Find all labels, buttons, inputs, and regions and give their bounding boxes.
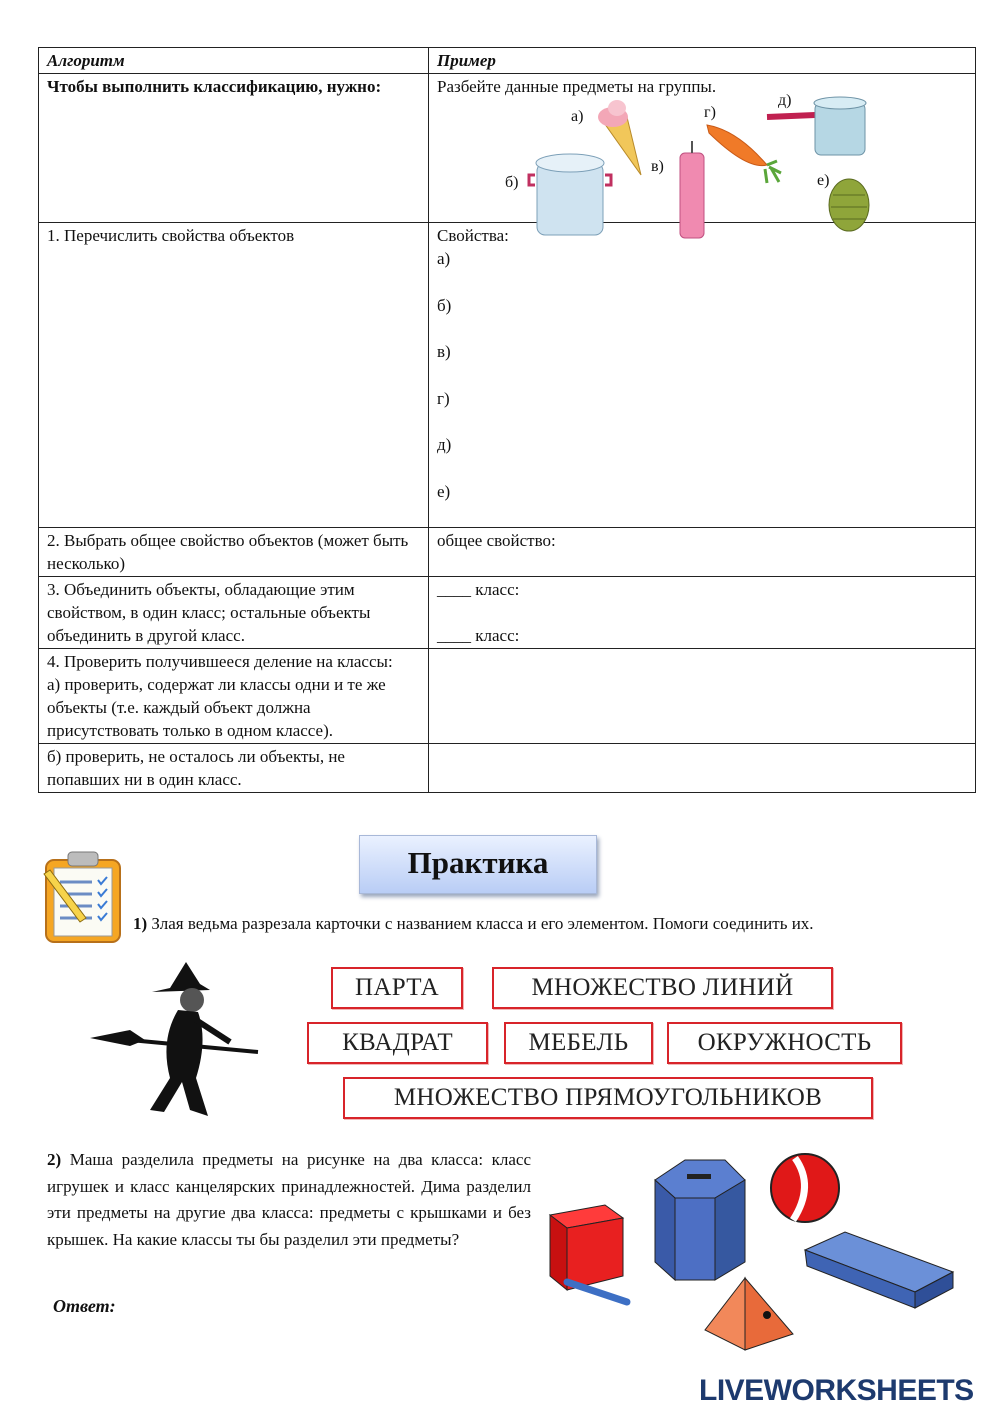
objects-task2 — [545, 1150, 965, 1360]
practice-banner: Практика — [359, 835, 597, 894]
row1-right — [429, 223, 976, 528]
row2-left: 2. Выбрать общее свойство объектов (может быть несколько) — [39, 528, 429, 577]
header-example: Пример — [429, 48, 976, 74]
row3-right — [429, 577, 976, 649]
row3-left: 3. Объединить объекты, обладающие этим свойством, в один класс; остальные объекты объединить в другой класс. — [39, 577, 429, 649]
witch-icon — [90, 960, 260, 1122]
class-line-2: ____ класс: — [437, 626, 520, 645]
row5-right — [429, 744, 976, 793]
task1-number: 1) — [133, 914, 148, 933]
property-e: е) — [437, 481, 451, 501]
card-furniture[interactable]: МЕБЕЛЬ — [504, 1022, 653, 1064]
row0-right — [429, 74, 976, 223]
pot-icon — [529, 154, 611, 235]
properties-title: Свойства: — [437, 226, 509, 245]
label-b: б) — [505, 174, 519, 191]
class-line-1: ____ класс: — [437, 580, 520, 599]
card-circle[interactable]: ОКРУЖНОСТЬ — [667, 1022, 902, 1064]
row4-step: 4. Проверить получившееся деление на классы: — [47, 652, 393, 671]
pine-cone-icon — [829, 179, 869, 231]
row5-left: б) проверить, не осталось ли объекты, не попавших ни в один класс. — [39, 744, 429, 793]
label-d: д) — [778, 92, 792, 109]
row0-left: Чтобы выполнить классификацию, нужно: — [39, 74, 429, 223]
answer-label: Ответ: — [53, 1296, 116, 1316]
ice-cream-icon — [598, 100, 641, 175]
property-d: д) — [437, 435, 452, 454]
property-a: а) — [437, 249, 451, 268]
property-b: б) — [437, 295, 452, 315]
card-set-of-lines[interactable]: МНОЖЕСТВО ЛИНИЙ — [492, 967, 833, 1009]
row4-left — [39, 649, 429, 744]
red-cube-icon — [550, 1205, 623, 1290]
pyramid-icon — [705, 1278, 793, 1350]
label-a: а) — [571, 108, 584, 125]
property-g: г) — [437, 388, 450, 408]
row4-check-a: а) проверить, содержат ли классы одни и те же объекты (т.е. каждый объект должна присутствовать только в одном классе). — [47, 675, 386, 740]
row4-right — [429, 649, 976, 744]
ball-icon — [771, 1154, 839, 1222]
algorithm-table — [38, 47, 976, 793]
label-e: е) — [817, 172, 830, 189]
card-square[interactable]: КВАДРАТ — [307, 1022, 488, 1064]
pencil-icon — [567, 1282, 627, 1302]
clipboard-icon — [40, 850, 124, 945]
carrot-icon — [707, 125, 781, 183]
label-g: г) — [704, 104, 716, 121]
task1-text — [133, 914, 814, 934]
blue-hexagon-box-icon — [655, 1160, 745, 1280]
liveworksheets-logo: LIVEWORKSHEETS — [699, 1374, 974, 1407]
task2-body: Маша разделила предметы на рисунке на два класса: класс игрушек и класс канцелярских принадлежностей. Дима разделил эти предметы на другие два класса: предметы с крышками и без крышек. На какие классы ты бы разделил эти предметы? — [47, 1150, 531, 1249]
candle-icon — [680, 141, 704, 238]
task1-body: Злая ведьма разрезала карточки с названием класса и его элементом. Помоги соединить их. — [147, 914, 814, 933]
row2-right: общее свойство: — [429, 528, 976, 577]
row0-instruction: Разбейте данные предметы на группы. — [437, 77, 717, 96]
label-v: в) — [651, 158, 664, 175]
pencil-case-icon — [805, 1232, 953, 1308]
header-algorithm: Алгоритм — [39, 48, 429, 74]
card-desk[interactable]: ПАРТА — [331, 967, 463, 1009]
property-v: в) — [437, 342, 451, 361]
row1-left: 1. Перечислить свойства объектов — [39, 223, 429, 528]
task2-text — [47, 1147, 531, 1253]
task2-number: 2) — [47, 1150, 62, 1169]
card-set-of-rectangles[interactable]: МНОЖЕСТВО ПРЯМОУГОЛЬНИКОВ — [343, 1077, 873, 1119]
